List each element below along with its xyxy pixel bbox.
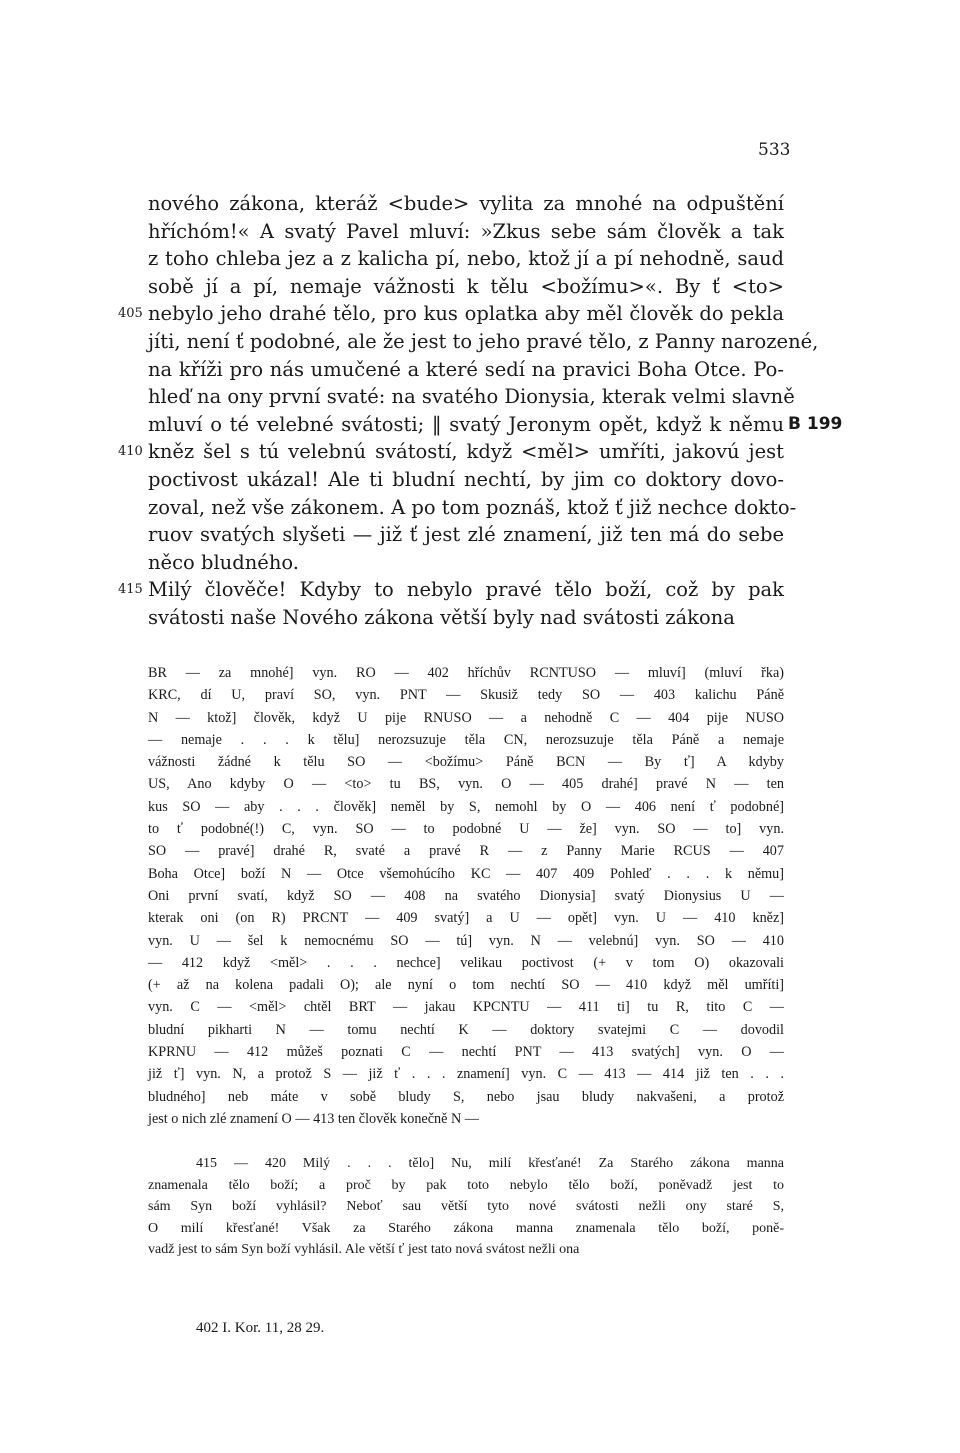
text-line [148,356,784,384]
text-line-content: z toho chleba jez a z kalicha pí, nebo, ktož jí a pí nehodně, saud [148,247,784,271]
text-line-content: jíti, není ť podobné, ale že jest to jeho pravé tělo, z Panny narozené, [148,329,819,353]
apparatus-line: N — ktož] člověk, když U pije RNUSO — a nehodně C — 404 pije NUSO [148,709,784,726]
apparatus-line: kus SO — aby . . . člověk] neměl by S, nemohl by O — 406 není ť podobné] [148,798,784,815]
apparatus-line: Oni první svatí, když SO — 408 na svatého Dionysia] svatý Dionysius U — [148,887,784,904]
text-line-content: nebylo jeho drahé tělo, pro kus oplatka aby měl člověk do pekla [148,302,784,326]
apparatus-line: bludní pikharti N — tomu nechtí K — doktory svatejmi C — dovodil [148,1021,784,1038]
apparatus-line: Boha Otce] boží N — Otce všemohúcího KC — 407 409 Pohleď . . . k němu] [148,865,784,882]
text-line-content: na kříži pro nás umučené a které sedí na pravici Boha Otce. Po- [148,357,784,381]
line-number: 405 [118,306,143,322]
apparatus-line: O milí křesťané! Však za Starého zákona manna znamenala tělo boží, poně- [148,1220,784,1236]
text-line [148,218,784,246]
apparatus-line: znamenala tělo boží; a proč by pak toto nebylo tělo boží, poněvadž jest to [148,1177,784,1193]
text-line-content: hleď na ony první svaté: na svatého Dionysia, kterak velmi slavně [148,385,795,409]
text-line-content: ruov svatých slyšeti — již ť jest zlé znamení, již ten má do sebe [148,523,784,547]
text-line-content: Milý člověče! Kdyby to nebylo pravé tělo boží, což by pak [148,578,784,602]
text-line-content: poctivost ukázal! Ale ti bludní nechtí, by jim co doktory dovo- [148,467,784,491]
text-line-content: sobě jí a pí, nemaje vážnosti k tělu <božímu>«. By ť <to> [148,274,784,298]
apparatus-line: US, Ano kdyby O — <to> tu BS, vyn. O — 405 drahé] pravé N — ten [148,776,784,793]
apparatus-line: (+ až na kolena padali O); ale nyní o tom nechtí SO — 410 když měl umříti] [148,977,784,994]
apparatus-line: 415 — 420 Milý . . . tělo] Nu, milí křesťané! Za Starého zákona manna [196,1156,784,1171]
line-number: 415 [118,582,143,598]
apparatus-line: jest o nich zlé znamení O — 413 ten člověk konečně N — [148,1110,479,1127]
apparatus-line: vadž jest to sám Syn boží vyhlásil. Ale větší ť jest tato nová svátost nežli ona [148,1242,580,1258]
text-line [148,466,784,494]
apparatus-line: vyn. C — <měl> chtěl BRT — jakau KPCNTU — 411 ti] tu R, tito C — [148,999,784,1016]
apparatus-line: KRC, dí U, praví SO, vyn. PNT — Skusiž tedy SO — 403 kalichu Páně [148,687,784,704]
text-line [118,576,784,604]
critical-apparatus [148,662,784,1130]
text-line-content: hříchóm!« A svatý Pavel mluví: »Zkus sebe sám člověk a tak [148,219,784,243]
apparatus-line: KPRNU — 412 můžeš poznati C — nechtí PNT — 413 svatých] vyn. O — [148,1044,784,1061]
text-line [148,411,843,439]
text-line [148,245,784,273]
text-line [148,494,797,522]
text-line [148,273,784,301]
margin-reference: B 199 [788,413,843,434]
apparatus-line: — 412 když <měl> . . . nechce] velikau poctivost (+ v tom O) okazovali [148,954,784,971]
text-line [148,604,784,632]
text-line [148,549,784,577]
text-line [148,328,819,356]
text-line-content: svátosti naše Nového zákona větší byly nad svátosti zákona [148,605,735,629]
text-line [148,383,795,411]
critical-apparatus-continued [148,1153,784,1261]
apparatus-line: vyn. U — šel k nemocnému SO — tú] vyn. N — velebnú] vyn. SO — 410 [148,932,784,949]
text-line-content: něco bludného. [148,550,299,574]
page-number: 533 [758,140,791,160]
text-line-content: kněz šel s tú velebnú svátostí, když <měl> umříti, jakovú jest [148,440,784,464]
text-line-content: nového zákona, kteráž <bude> vylita za mnohé na odpuštění [148,192,784,215]
text-line [118,300,784,328]
apparatus-line: již ť] vyn. N, a protož S — již ť . . . znamení] vyn. C — 413 — 414 již ten . . . [148,1066,784,1083]
apparatus-line: to ť podobné(!) C, vyn. SO — to podobné U — že] vyn. SO — to] vyn. [148,821,784,838]
apparatus-line: bludného] neb máte v sobě bludy S, nebo jsau bludy nakvašeni, a protož [148,1088,784,1105]
text-line-content: zoval, než vše zákonem. A po tom poznáš, ktož ť již nechce dokto- [148,495,797,519]
text-line-content: mluví o té velebné svátosti; ‖ svatý Jeronym opět, když k němu [148,412,784,436]
bible-reference: 402 I. Kor. 11, 28 29. [196,1320,325,1336]
main-text [118,190,843,632]
apparatus-line: vážnosti žádné k tělu SO — <božímu> Páně BCN — By ť] A kdyby [148,754,784,771]
apparatus-line: BR — za mnohé] vyn. RO — 402 hříchův RCNTUSO — mluví] (mluví řka) [148,665,784,681]
apparatus-line: kterak oni (on R) PRCNT — 409 svatý] a U — opět] vyn. U — 410 kněz] [148,910,784,927]
apparatus-line: SO — pravé] drahé R, svaté a pravé R — z Panny Marie RCUS — 407 [148,843,784,860]
text-line [148,190,784,218]
apparatus-line: — nemaje . . . k tělu] nerozsuzuje těla CN, nerozsuzuje těla Páně a nemaje [148,731,784,748]
text-line [148,521,784,549]
text-line [118,438,784,466]
line-number: 410 [118,444,143,460]
apparatus-line: sám Syn boží vyhlásil? Neboť sau větší tyto nové svátosti nežli ony staré S, [148,1199,784,1215]
